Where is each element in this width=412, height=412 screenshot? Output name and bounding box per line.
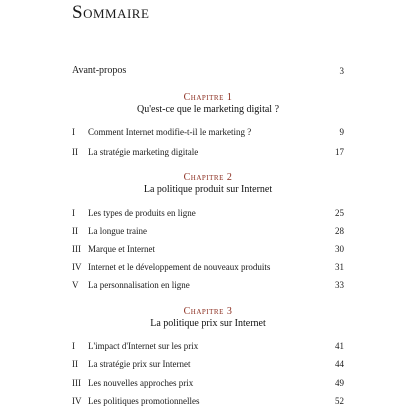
toc-entry[interactable] bbox=[72, 242, 344, 256]
toc-entry[interactable] bbox=[72, 339, 344, 353]
toc-entry-number: III bbox=[72, 244, 81, 254]
toc-entry[interactable] bbox=[72, 394, 344, 408]
toc-entry-label: La personnalisation en ligne bbox=[88, 280, 190, 290]
toc-entry-label: Les types de produits en ligne bbox=[88, 208, 196, 218]
toc-entry-number: I bbox=[72, 341, 75, 351]
toc-entry[interactable] bbox=[72, 125, 344, 139]
toc-entry-page: 17 bbox=[335, 147, 344, 157]
toc-entry-label: Les nouvelles approches prix bbox=[88, 378, 194, 388]
toc-entry-number: IV bbox=[72, 396, 82, 406]
chapter-kicker: Chapitre 2 bbox=[183, 172, 233, 183]
toc-entry-avant-propos[interactable] bbox=[72, 64, 344, 78]
toc-entry-page: 25 bbox=[335, 208, 344, 218]
toc-entry-label: L'impact d'Internet sur les prix bbox=[88, 341, 199, 351]
toc-entry[interactable] bbox=[72, 206, 344, 220]
toc-entry-page: 33 bbox=[335, 280, 344, 290]
toc-entry-number: IV bbox=[72, 262, 82, 272]
toc-entry-number: V bbox=[72, 280, 79, 290]
toc-entry-label: Les politiques promotionnelles bbox=[88, 396, 200, 406]
toc-entry[interactable] bbox=[72, 145, 344, 159]
toc-entry-number: I bbox=[72, 208, 75, 218]
toc-entry-label: La longue traine bbox=[88, 226, 147, 236]
toc-entry-page: 41 bbox=[335, 341, 344, 351]
toc-entry-number: III bbox=[72, 378, 81, 388]
toc-entry-page: 31 bbox=[335, 262, 344, 272]
toc-entry-label: Marque et Internet bbox=[88, 244, 155, 254]
chapter-title: La politique produit sur Internet bbox=[143, 184, 273, 195]
toc-entry-label: Internet et le développement de nouveaux produits bbox=[88, 262, 271, 272]
chapter-title: Qu'est-ce que le marketing digital ? bbox=[136, 104, 280, 115]
toc-entry[interactable] bbox=[72, 376, 344, 390]
toc-entry[interactable] bbox=[72, 357, 344, 371]
toc-entry[interactable] bbox=[72, 278, 344, 292]
toc-entry-page: 44 bbox=[335, 359, 344, 369]
toc-entry-page: 30 bbox=[335, 244, 344, 254]
toc-entry[interactable] bbox=[72, 224, 344, 238]
toc-entry-page: 28 bbox=[335, 226, 344, 236]
chapter-kicker: Chapitre 1 bbox=[183, 92, 233, 103]
chapter-title: La politique prix sur Internet bbox=[150, 318, 266, 329]
toc-entry-label: La stratégie prix sur Internet bbox=[88, 359, 191, 369]
toc-entry-number: II bbox=[72, 147, 78, 157]
toc-entry-page: 9 bbox=[339, 127, 344, 137]
page-title: Sommaire bbox=[72, 2, 150, 23]
toc-entry-page: 52 bbox=[335, 396, 344, 406]
toc-entry-number: II bbox=[72, 359, 78, 369]
toc-entry-page: 49 bbox=[335, 378, 344, 388]
chapter-kicker: Chapitre 3 bbox=[183, 306, 233, 317]
toc-entry-page: 3 bbox=[339, 66, 344, 76]
toc-entry-number: II bbox=[72, 226, 78, 236]
chapter-2-heading bbox=[72, 172, 344, 195]
toc-entry-label: La stratégie marketing digitale bbox=[88, 147, 199, 157]
chapter-3-heading bbox=[72, 306, 344, 329]
chapter-1-heading bbox=[72, 92, 344, 115]
toc-entry-label: Comment Internet modifie-t-il le marketing ? bbox=[88, 127, 252, 137]
toc-entry-label: Avant-propos bbox=[72, 65, 127, 76]
toc-entry-number: I bbox=[72, 127, 75, 137]
toc-entry[interactable] bbox=[72, 260, 344, 274]
